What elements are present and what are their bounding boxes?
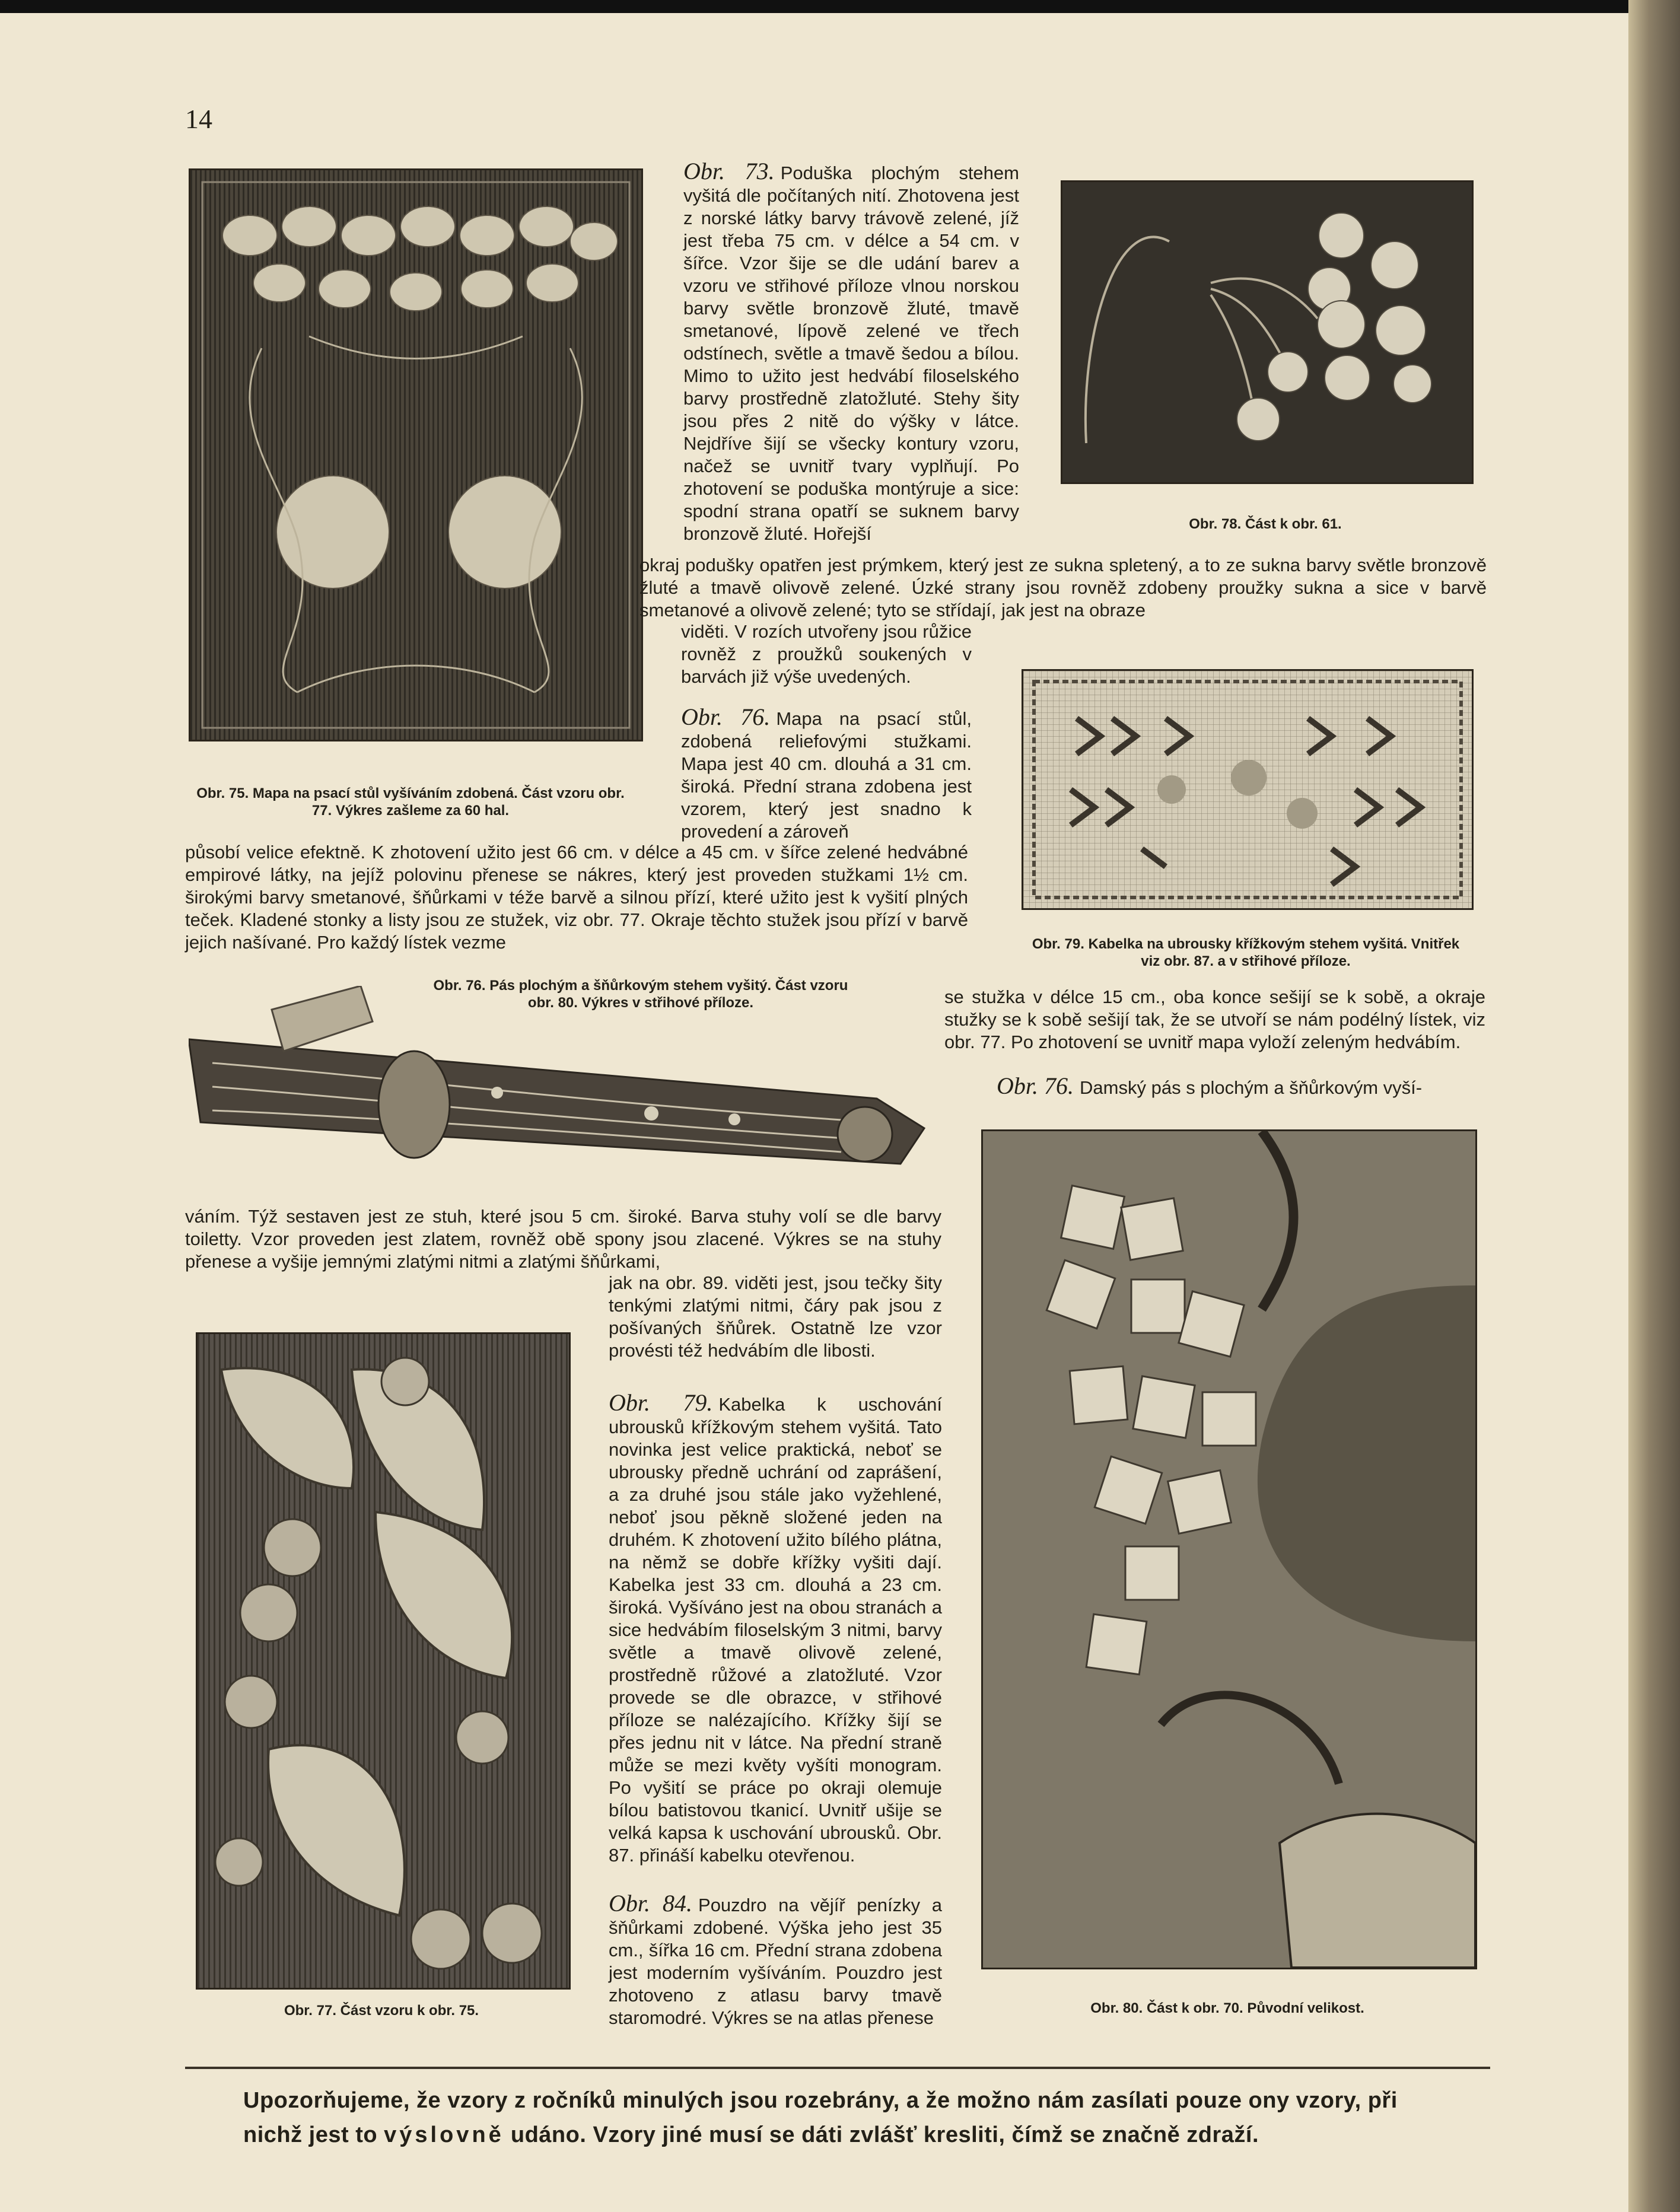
- page-spine-edge: [1628, 0, 1680, 2212]
- text-obr-76-end: [944, 986, 1485, 1054]
- obr-79-heading: Obr. 79.: [609, 1389, 713, 1416]
- figure-79-image: [1023, 671, 1472, 908]
- figure-77-image: [198, 1334, 569, 1988]
- figure-77-caption: Obr. 77. Část vzoru k obr. 75.: [284, 2003, 479, 2019]
- figure-80: [981, 1129, 1477, 1969]
- figure-77: [196, 1332, 571, 1990]
- obr-73-paragraph: Poduška plochým stehem vyšitá dle počítaných nití. Zhotovena jest z norské látky barvy trávově zelené, jíž jest třeba 75 cm. v délce a 54 cm. v šířce. Vzor šije se dle udání barev a vzoru ve střihové příloze vlnou norskou barvy světle bronzově žluté, tmavě smetanové, lípově zelené ve třech odstínech, světle a tmavě šedou a bílou. Mimo to užito jest hedvábí filoselského barvy prostředně zlatožluté. Stehy šity jsou přes 2 nitě do výšky v látce. Nejdříve šijí se všecky kontury vzoru, načež se uvnitř tvary vyplňují. Po zhotovení se poduška montýruje a sice: spodní strana opatří se suknem barvy bronzově žluté. Hořejší: [683, 163, 1019, 544]
- text-obr-76b-continued: [185, 1205, 941, 1273]
- figure-75-image: [190, 170, 641, 740]
- figure-78-image: [1062, 182, 1472, 482]
- text-obr-76b-end: [609, 1272, 942, 1362]
- footer-line-2-emphasis: výslovně: [384, 2122, 504, 2147]
- footer-rule: [185, 2067, 1490, 2069]
- obr-76b-heading: Obr. 76.: [997, 1072, 1074, 1099]
- text-obr-79: [609, 1389, 942, 1867]
- text-obr-76b: [997, 1072, 1495, 1099]
- obr-73-continued-paragraph: okraj podušky opatřen jest prýmkem, který jest ze sukna spletený, a to ze sukna barvy světle bronzově žluté a tmavě olivově zelené. Úzké strany jsou rovněž zdobeny proužky sukna a sice v barvě smetanové a olivově zelené; tyto se střídají, jak jest na obraze: [639, 555, 1487, 620]
- figure-76: [189, 986, 937, 1199]
- figure-79: [1022, 669, 1474, 910]
- figure-75: [189, 168, 643, 741]
- text-obr-73-continued: [639, 554, 1487, 622]
- footer-line-2-start: nichž jest to: [243, 2122, 378, 2147]
- footer-notice: [243, 2083, 1495, 2152]
- obr-76-end-paragraph: se stužka v délce 15 cm., oba konce sešijí se k sobě, a okraje stužky se k sobě sešijí tak, že se utvoří se nám podélný lístek, viz obr. 77. Po zhotovení se uvnitř mapa vyloží zeleným hedvábím.: [944, 986, 1485, 1052]
- text-obr-73-end: [681, 620, 972, 688]
- text-obr-76-continued: [185, 841, 968, 954]
- obr-84-paragraph: Pouzdro na vějíř penízky a šňůrkami zdobené. Výška jeho jest 35 cm., šířka 16 cm. Přední strana zdobena jest moderním vyšíváním. Pouzdro jest zhotoveno z atlasu barvy tmavě staromodré. Výkres se na atlas přenese: [609, 1895, 942, 2028]
- figure-78: [1061, 180, 1474, 484]
- text-obr-73: [683, 160, 1019, 545]
- footer-line-2-end: udáno. Vzory jiné musí se dáti zvlášť kresliti, čímž se značně zdraží.: [510, 2122, 1259, 2147]
- footer-line-2: [243, 2118, 1495, 2152]
- page-number: 14: [185, 104, 212, 134]
- obr-76-continued-paragraph: působí velice efektně. K zhotovení užito jest 66 cm. v délce a 45 cm. v šířce zelené hedvábné empirové látky, na jejíž polovinu přenese se nákres, který jest proveden stužkami 1½ cm. širokými barvy smetanové, šňůrkami v téže barvě a silnou přízí, které užito jest k vyšití plných teček. Kladené stonky a listy jsou ze stužek, viz obr. 77. Okraje těchto stužek jsou přízí v barvě jejich našívané. Pro každý lístek vezme: [185, 842, 968, 953]
- obr-76b-continued-paragraph: váním. Týž sestaven jest ze stuh, které jsou 5 cm. široké. Barva stuhy volí se dle barvy toiletty. Vzor proveden jest zlatem, rovněž obě spony jsou zlacené. Výkres se na stuhy přenese a vyšije jemnými zlatými nitmi a zlatými šňůrkami,: [185, 1206, 941, 1272]
- footer-line-1: Upozorňujeme, že vzory z ročníků minulých jsou rozebrány, a že možno nám zasílati pouze ony vzory, při: [243, 2088, 1398, 2113]
- figure-78-caption: Obr. 78. Část k obr. 61.: [1189, 516, 1342, 532]
- page: [0, 13, 1643, 2212]
- obr-73-heading: Obr. 73.: [683, 158, 775, 184]
- obr-76-heading: Obr. 76.: [681, 704, 771, 730]
- text-obr-76-mapa: [681, 706, 972, 843]
- obr-76-paragraph: Mapa na psací stůl, zdobená reliefovými stužkami. Mapa jest 40 cm. dlouhá a 31 cm. široká. Přední strana zdobena jest vzorem, který jest snadno k provedení a zároveň: [681, 708, 972, 842]
- figure-79-caption: Obr. 79. Kabelka na ubrousky křížkovým stehem vyšitá. Vnitřek viz obr. 87. a v střihové příloze.: [1032, 936, 1460, 969]
- figure-76-image: [189, 986, 937, 1199]
- obr-73-end-paragraph: viděti. V rozích utvořeny jsou růžice rovněž z proužků soukených v barvách již výše uvedených.: [681, 621, 972, 687]
- figure-75-caption: Obr. 75. Mapa na psací stůl vyšíváním zdobená. Část vzoru obr. 77. Výkres zašleme za 60 hal.: [196, 785, 625, 819]
- obr-76b-end-paragraph: jak na obr. 89. viděti jest, jsou tečky šity tenkými zlatými nitmi, čáry pak jsou z pošívaných šňůrek. Ostatně lze vzor provésti též hedvábím dle libosti.: [609, 1272, 942, 1361]
- obr-76b-paragraph: Damský pás s plochým a šňůrkovým vyší-: [1080, 1077, 1423, 1098]
- figure-80-caption: Obr. 80. Část k obr. 70. Původní velikost.: [1090, 2000, 1364, 2016]
- text-obr-84: [609, 1892, 942, 2029]
- figure-76-caption: Obr. 76. Pás plochým a šňůrkovým stehem vyšitý. Část vzoru obr. 80. Výkres v střihové příloze.: [433, 978, 848, 1011]
- figure-80-image: [983, 1131, 1475, 1968]
- obr-84-heading: Obr. 84.: [609, 1890, 693, 1917]
- obr-79-paragraph: Kabelka k uschování ubrousků křížkovým stehem vyšitá. Tato novinka jest velice praktická, neboť se ubrousky předně uchrání od zaprášení, a za druhé jsou stále jako vyžehlené, neboť jsou pěkně složené jeden na druhém. K zhotovení užito bílého plátna, na němž se dobře křížky vyšiti dají. Kabelka jest 33 cm. dlouhá a 23 cm. široká. Vyšíváno jest na obou stranách a sice hedvábím filoselským 3 nitmi, barvy světle a tmavě olivově zelené, prostředně růžové a zlatožluté. Vzor provede se dle obrazce, v střihové příloze se nalézajícího. Křížky šijí se přes jednu nit v látce. Na přední straně může se mezi květy vyšíti monogram. Po vyšití se práce po okraji olemuje bílou batistovou tkanicí. Uvnitř ušije se velká kapsa k uschování ubrousků. Obr. 87. přináší kabelku otevřenou.: [609, 1394, 942, 1866]
